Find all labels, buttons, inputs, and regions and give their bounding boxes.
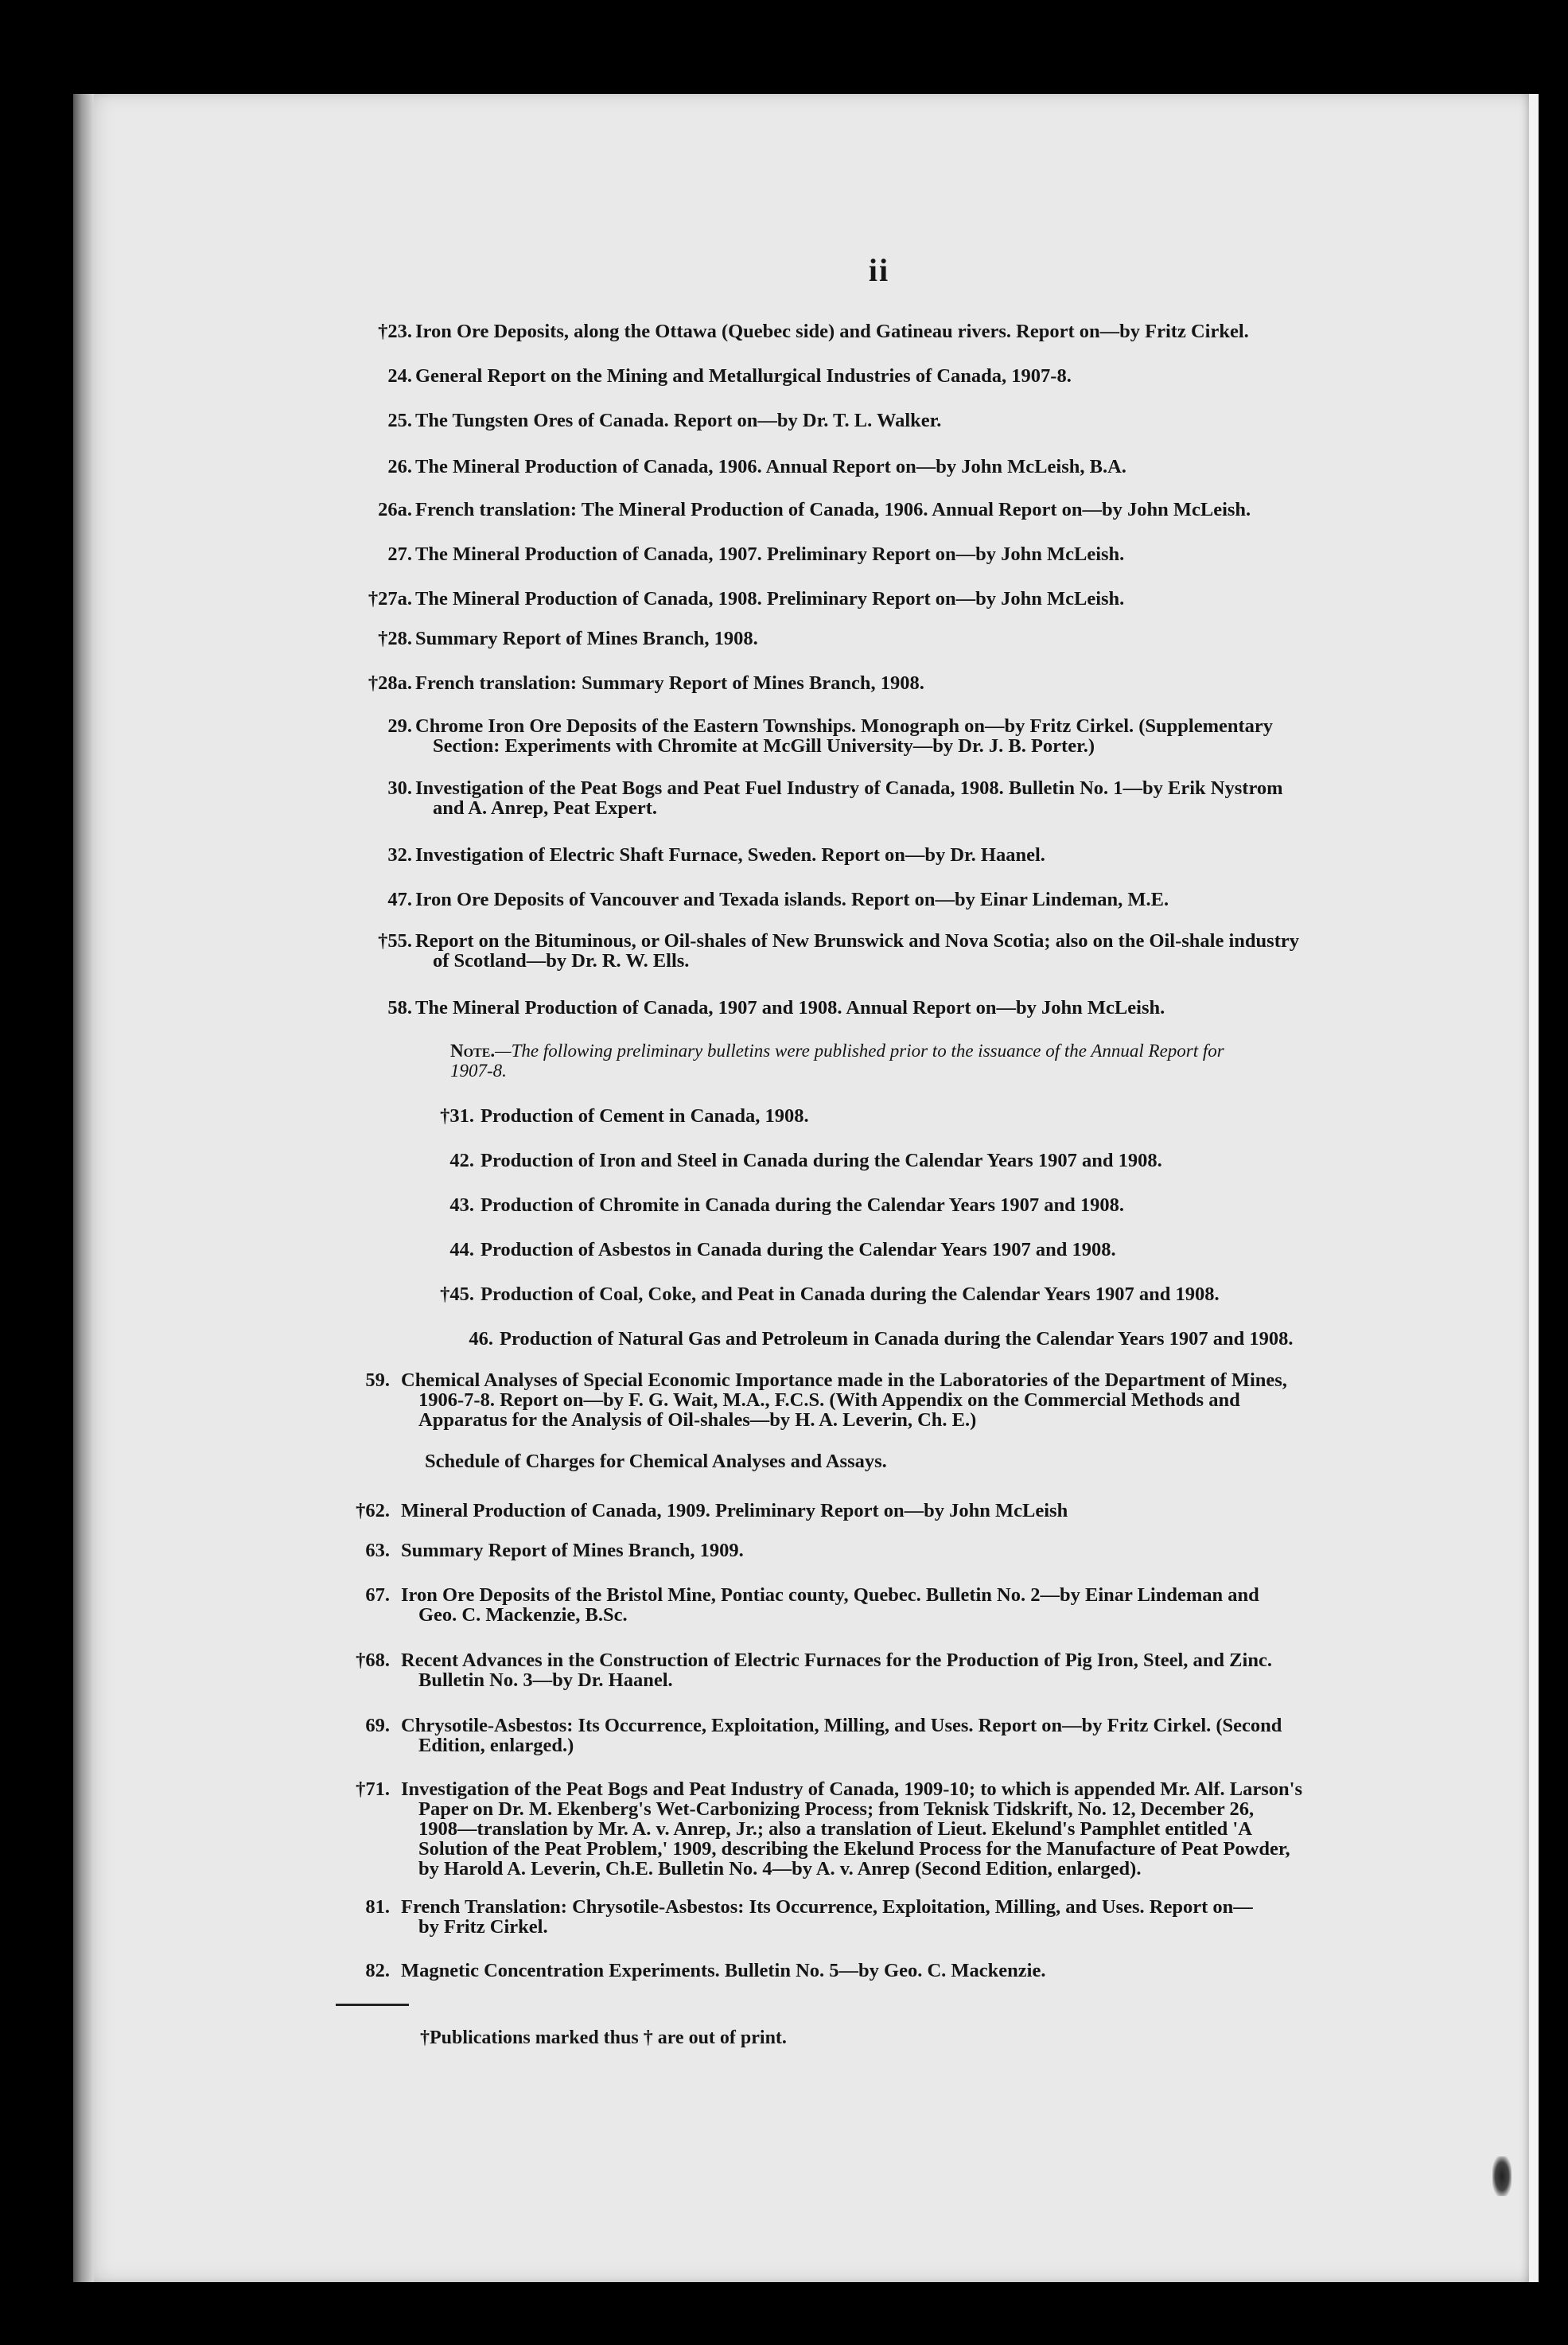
scan-smudge <box>1492 2156 1512 2196</box>
entry-text: Iron Ore Deposits of Vancouver and Texada islands. Report on—by Einar Lindeman, M.E. <box>415 889 1169 910</box>
entry-text: The Mineral Production of Canada, 1907 and 1908. Annual Report on—by John McLeish. <box>415 997 1165 1019</box>
entry-text: French translation: The Mineral Production of Canada, 1906. Annual Report on—by John McLeish. <box>415 499 1251 520</box>
entry-number: 30. <box>387 777 412 799</box>
entry-text: 1906-7-8. Report on—by F. G. Wait, M.A., F.C.S. (With Appendix on the Commercial Methods and <box>418 1389 1240 1411</box>
entry-number: 69. <box>365 1715 390 1736</box>
entry-number: 44. <box>449 1239 474 1260</box>
entry-number: †55. <box>378 930 412 952</box>
entry-text: Investigation of the Peat Bogs and Peat Industry of Canada, 1909-10; to which is appended Mr. Alf. Larson's <box>401 1778 1302 1800</box>
entry-text: of Scotland—by Dr. R. W. Ells. <box>433 950 690 972</box>
page-binding-edge <box>73 94 94 2282</box>
entry-number: †71. <box>356 1778 390 1800</box>
entry-number: 47. <box>387 889 412 910</box>
entry-number: †23. <box>378 321 412 342</box>
entry-text: The Tungsten Ores of Canada. Report on—by Dr. T. L. Walker. <box>415 410 942 431</box>
entry-text: Summary Report of Mines Branch, 1909. <box>401 1540 744 1561</box>
entry-text: Production of Asbestos in Canada during the Calendar Years 1907 and 1908. <box>481 1239 1116 1260</box>
note-paragraph <box>450 1041 1405 1081</box>
entry-text: Edition, enlarged.) <box>418 1735 574 1756</box>
entry-text: The Mineral Production of Canada, 1906. Annual Report on—by John McLeish, B.A. <box>415 456 1126 477</box>
entry-text: Investigation of Electric Shaft Furnace, Sweden. Report on—by Dr. Haanel. <box>415 844 1045 866</box>
entry-number: †45. <box>440 1284 474 1305</box>
footnote: †Publications marked thus † are out of print. <box>420 2028 787 2048</box>
entry-text: Bulletin No. 3—by Dr. Haanel. <box>418 1669 673 1691</box>
entry-number: 25. <box>387 410 412 431</box>
entry-text: Magnetic Concentration Experiments. Bulletin No. 5—by Geo. C. Mackenzie. <box>401 1960 1046 1981</box>
entry-number: 32. <box>387 844 412 866</box>
entry-text: Iron Ore Deposits, along the Ottawa (Quebec side) and Gatineau rivers. Report on—by Fritz Cirkel. <box>415 321 1249 342</box>
entry-text: Summary Report of Mines Branch, 1908. <box>415 628 758 649</box>
entry-text: Chrome Iron Ore Deposits of the Eastern Townships. Monograph on—by Fritz Cirkel. (Supplementary <box>415 715 1274 737</box>
footnote-rule <box>336 2004 409 2006</box>
entry-text: by Harold A. Leverin, Ch.E. Bulletin No. 4—by A. v. Anrep (Second Edition, enlarged). <box>418 1858 1142 1880</box>
entry-text: French Translation: Chrysotile-Asbestos: Its Occurrence, Exploitation, Milling, and Uses. Report on— <box>401 1896 1253 1918</box>
entry-number: †62. <box>356 1500 390 1521</box>
entry-text: Production of Cement in Canada, 1908. <box>481 1105 809 1127</box>
entry-number: 46. <box>469 1328 493 1350</box>
entry-text: Mineral Production of Canada, 1909. Preliminary Report on—by John McLeish <box>401 1500 1068 1521</box>
entry-number: 63. <box>365 1540 390 1561</box>
entry-text: Iron Ore Deposits of the Bristol Mine, Pontiac county, Quebec. Bulletin No. 2—by Einar Lindeman and <box>401 1584 1259 1606</box>
entry-number: 26. <box>387 456 412 477</box>
entry-number: †28. <box>378 628 412 649</box>
entry-text: Schedule of Charges for Chemical Analyses and Assays. <box>425 1451 887 1472</box>
entry-text: by Fritz Cirkel. <box>418 1916 548 1938</box>
page-right-edge <box>1529 94 1539 2282</box>
entry-number: 81. <box>365 1896 390 1918</box>
entry-text: General Report on the Mining and Metallurgical Industries of Canada, 1907-8. <box>415 365 1072 387</box>
entry-text: Production of Chromite in Canada during the Calendar Years 1907 and 1908. <box>481 1194 1125 1216</box>
entry-text: Recent Advances in the Construction of Electric Furnaces for the Production of Pig Iron, Steel, and Zinc. <box>401 1650 1272 1671</box>
entry-number: 42. <box>449 1150 474 1171</box>
entry-text: Solution of the Peat Problem,' 1909, describing the Ekelund Process for the Manufacture of Peat Powder, <box>418 1838 1290 1860</box>
entry-text: Report on the Bituminous, or Oil-shales of New Brunswick and Nova Scotia; also on the Oil-shale industry <box>415 930 1299 952</box>
entry-text: Production of Iron and Steel in Canada during the Calendar Years 1907 and 1908. <box>481 1150 1162 1171</box>
entry-number: 24. <box>387 365 412 387</box>
entry-number: 58. <box>387 997 412 1019</box>
note-text: 1907-8. <box>450 1061 507 1081</box>
entry-text: Production of Natural Gas and Petroleum in Canada during the Calendar Years 1907 and 1908. <box>500 1328 1294 1350</box>
entry-number: †68. <box>356 1650 390 1671</box>
entry-number: 59. <box>365 1369 390 1391</box>
entry-text: 1908—translation by Mr. A. v. Anrep, Jr.; also a translation of Lieut. Ekelund's Pamphlet entitled 'A <box>418 1818 1252 1840</box>
entry-number: 67. <box>365 1584 390 1606</box>
entry-text: Investigation of the Peat Bogs and Peat Fuel Industry of Canada, 1908. Bulletin No. 1—by Erik Nystrom <box>415 777 1283 799</box>
entry-number: †28a. <box>368 672 412 694</box>
entry-text: Section: Experiments with Chromite at McGill University—by Dr. J. B. Porter.) <box>433 735 1095 757</box>
note-text: —The following preliminary bulletins were published prior to the issuance of the Annual Report for <box>495 1041 1224 1061</box>
entry-text: Apparatus for the Analysis of Oil-shales—by H. A. Leverin, Ch. E.) <box>418 1409 977 1431</box>
entry-number: †27a. <box>368 588 412 610</box>
note-lead: Note. <box>450 1041 496 1061</box>
entry-text: Geo. C. Mackenzie, B.Sc. <box>418 1604 628 1626</box>
entry-text: Chemical Analyses of Special Economic Importance made in the Laboratories of the Department of Mines, <box>401 1369 1287 1391</box>
entry-text: The Mineral Production of Canada, 1908. Preliminary Report on—by John McLeish. <box>415 588 1125 610</box>
entry-number: 27. <box>387 543 412 565</box>
entry-text: French translation: Summary Report of Mines Branch, 1908. <box>415 672 924 694</box>
entry-text: The Mineral Production of Canada, 1907. Preliminary Report on—by John McLeish. <box>415 543 1125 565</box>
entry-text: Paper on Dr. M. Ekenberg's Wet-Carbonizing Process; from Teknisk Tidskrift, No. 12, December 26, <box>418 1798 1255 1820</box>
entry-number: 26a. <box>378 499 412 520</box>
entry-number: 29. <box>387 715 412 737</box>
entry-text: Production of Coal, Coke, and Peat in Canada during the Calendar Years 1907 and 1908. <box>481 1284 1220 1305</box>
entry-number: 82. <box>365 1960 390 1981</box>
page-number: ii <box>868 252 890 288</box>
entry-text: and A. Anrep, Peat Expert. <box>433 797 657 819</box>
entry-number: 43. <box>449 1194 474 1216</box>
entry-number: †31. <box>440 1105 474 1127</box>
entry-text: Chrysotile-Asbestos: Its Occurrence, Exploitation, Milling, and Uses. Report on—by Fritz Cirkel. (Second <box>401 1715 1282 1736</box>
